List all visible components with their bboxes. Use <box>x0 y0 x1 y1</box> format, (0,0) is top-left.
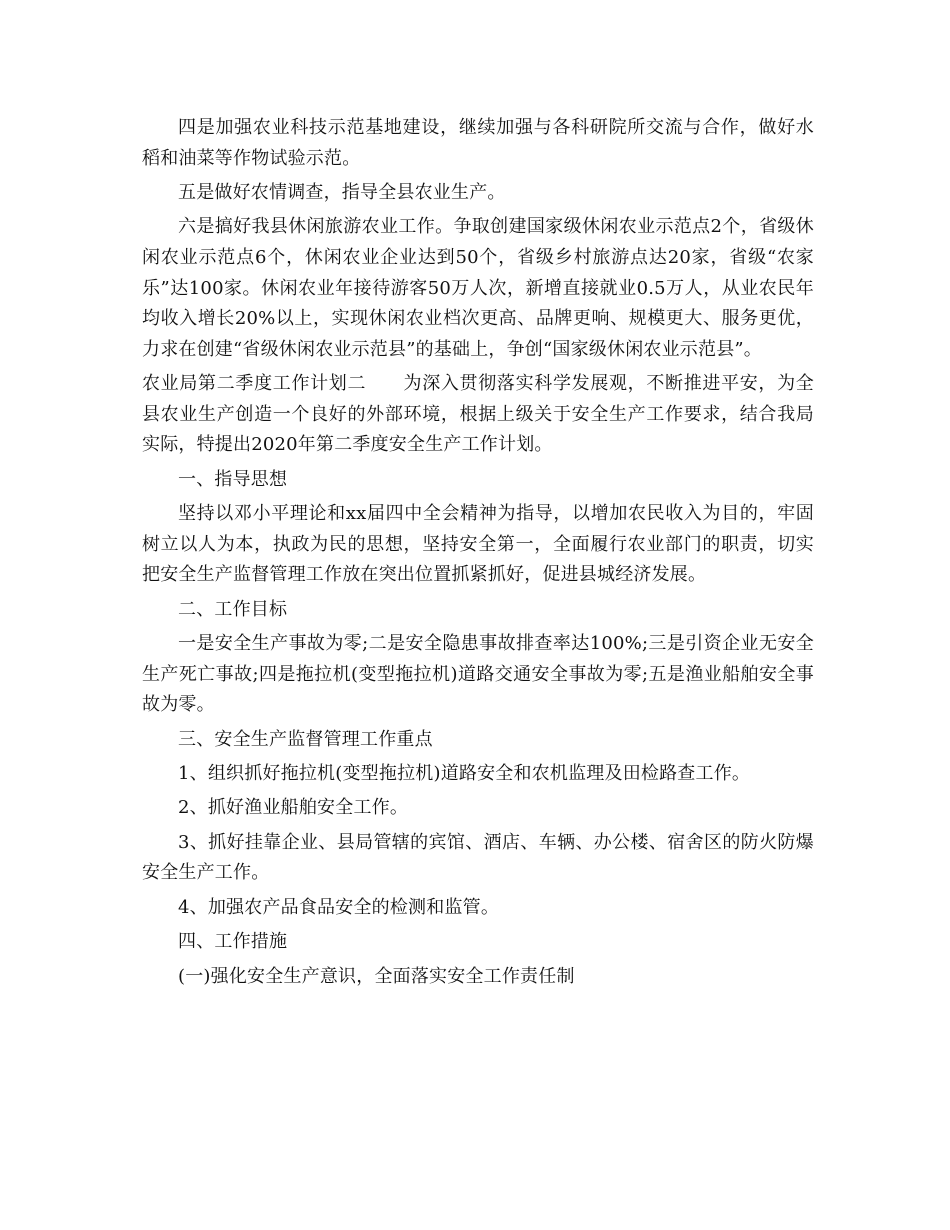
list-item: 4、加强农产品食品安全的检测和监管。 <box>178 896 500 918</box>
paragraph: 坚持以邓小平理论和xx届四中全会精神为指导，以增加农民收入为目的，牢固树立以人为本，执政为民的思想，坚持安全第一，全面履行农业部门的职责，切实把安全生产监督管理工作放在突出位置抓紧抓好，促进县城经济发展。 <box>142 503 814 586</box>
list-item: 2、抓好渔业船舶安全工作。 <box>178 797 409 819</box>
subsection-heading: (一)强化安全生产意识，全面落实安全工作责任制 <box>178 965 575 987</box>
list-item: 1、组织抓好拖拉机(变型拖拉机)道路安全和农机监理及田检路查工作。 <box>178 763 751 785</box>
paragraph: 一是安全生产事故为零;二是安全隐患事故排查率达100%;三是引资企业无安全生产死亡事故;四是拖拉机(变型拖拉机)道路交通安全事故为零;五是渔业船舶安全事故为零。 <box>142 633 814 716</box>
section-heading: 三、安全生产监督管理工作重点 <box>178 728 433 750</box>
section-heading: 一、指导思想 <box>178 468 288 490</box>
document-body <box>142 113 814 996</box>
section-heading: 四、工作措施 <box>178 931 288 953</box>
section-heading: 二、工作目标 <box>178 598 288 620</box>
list-item: 3、抓好挂靠企业、县局管辖的宾馆、酒店、车辆、办公楼、宿舍区的防火防爆安全生产工作。 <box>142 831 814 884</box>
paragraph: 四是加强农业科技示范基地建设，继续加强与各科研院所交流与合作，做好水稻和油菜等作物试验示范。 <box>142 117 814 169</box>
section-heading-paragraph: 农业局第二季度工作计划二 为深入贯彻落实科学发展观，不断推进平安，为全县农业生产创造一个良好的外部环境，根据上级关于安全生产工作要求，结合我局实际，特提出2020年第二季度安全生产工作计划。 <box>142 373 814 456</box>
paragraph: 六是搞好我县休闲旅游农业工作。争取创建国家级休闲农业示范点2个，省级休闲农业示范点6个，休闲农业企业达到50个，省级乡村旅游点达20家，省级“农家乐”达100家。休闲农业年接待游客50万人次，新增直接就业0.5万人，从业农民年均收入增长20%以上，实现休闲农业档次更高、品牌更响、规模更大、服务更优，力求在创建“省级休闲农业示范县”的基础上，争创“国家级休闲农业示范县”。 <box>142 216 814 360</box>
paragraph: 五是做好农情调查，指导全县农业生产。 <box>178 181 506 203</box>
